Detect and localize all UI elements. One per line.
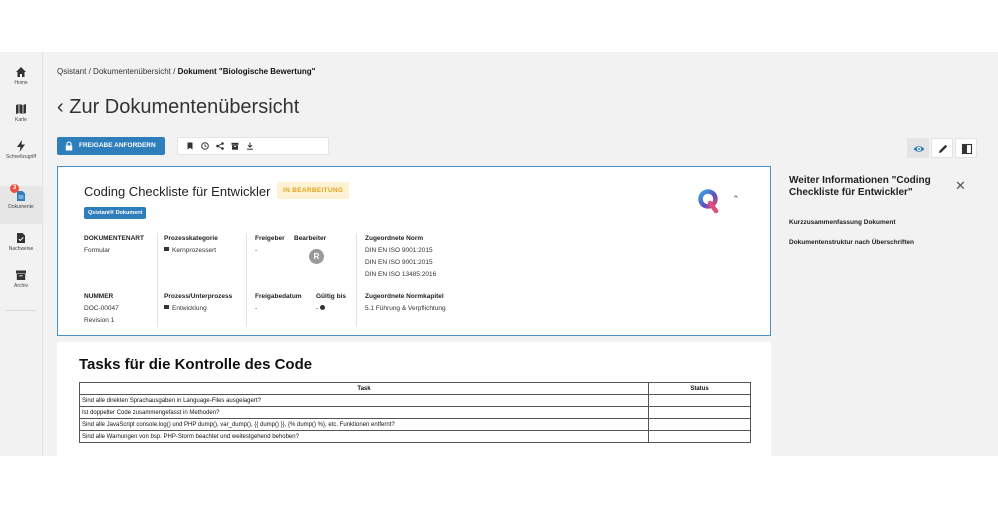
- qsistant-logo-icon: [697, 188, 719, 214]
- norm-value: DIN EN ISO 9001:2015: [365, 247, 433, 254]
- breadcrumb-current: Dokument "Biologische Bewertung": [177, 67, 316, 76]
- release-date-label: Freigabedatum: [255, 293, 302, 300]
- archive-icon[interactable]: [230, 141, 240, 151]
- process-category-label: Prozesskategorie: [164, 235, 218, 242]
- tasks-heading: Tasks für die Kontrolle des Code: [79, 356, 313, 373]
- back-link-label: Zur Dokumentenübersicht: [69, 96, 300, 118]
- column-divider: [356, 233, 357, 327]
- document-title: Coding Checkliste für Entwickler: [84, 184, 271, 199]
- collapse-button[interactable]: [732, 194, 740, 205]
- revision-value: Revision 1: [84, 317, 115, 324]
- app-window: [0, 52, 998, 456]
- chevron-left-icon: ‹: [57, 96, 64, 118]
- norm-value: DIN EN ISO 13485:2016: [365, 271, 437, 278]
- document-content: [57, 342, 771, 456]
- status-badge: IN BEARBEITUNG: [277, 182, 349, 199]
- status-cell[interactable]: [649, 419, 751, 431]
- table-row: [80, 419, 751, 431]
- sidebar-item-label: Schnellzugriff: [6, 154, 36, 160]
- bookmark-icon[interactable]: [185, 141, 195, 151]
- map-icon: [15, 103, 27, 115]
- valid-until-field: [316, 291, 346, 315]
- home-icon: [15, 66, 27, 78]
- editor-field: [294, 233, 326, 245]
- releaser-field: [255, 233, 285, 257]
- status-cell[interactable]: [649, 431, 751, 443]
- document-info-card: [57, 166, 771, 336]
- column-divider: [246, 233, 247, 327]
- task-cell: Ist doppelter Code zusammengefasst in Methoden?: [80, 407, 649, 419]
- view-mode-read-button[interactable]: [907, 138, 929, 158]
- process-category-field: [164, 233, 218, 257]
- releaser-label: Freigeber: [255, 235, 285, 242]
- release-date-field: [255, 291, 302, 315]
- table-header-row: [80, 383, 751, 395]
- norm-field: [365, 233, 436, 281]
- sidebar-item-label: Dokumente: [8, 204, 34, 210]
- norm-chapter-value: 5.1 Führung & Verpflichtung: [365, 305, 446, 312]
- download-icon[interactable]: [245, 141, 255, 151]
- sidebar: [0, 52, 43, 456]
- sidebar-item-label: Karte: [15, 117, 27, 123]
- chevron-up-icon: ⌃: [732, 194, 740, 204]
- close-button[interactable]: [955, 178, 966, 194]
- tasks-table: [79, 382, 751, 443]
- document-tag: Qsistant® Dokument: [84, 207, 146, 219]
- table-row: [80, 395, 751, 407]
- task-cell: Sind alle direkten Sprachausgaben in Language-Files ausgelagert?: [80, 395, 649, 407]
- table-row: [80, 407, 751, 419]
- table-row: [80, 431, 751, 443]
- request-release-label: FREIGABE ANFORDERN: [79, 142, 156, 149]
- structure-link[interactable]: Dokumentenstruktur nach Überschriften: [789, 239, 914, 246]
- history-icon[interactable]: [200, 141, 210, 151]
- notification-badge: 3: [10, 184, 19, 193]
- summary-link[interactable]: Kurzzusammenfassung Dokument: [789, 219, 896, 226]
- breadcrumb: [57, 67, 315, 76]
- sidebar-item-home[interactable]: [0, 66, 42, 86]
- document-actions: [177, 137, 329, 155]
- task-cell: Sind alle Warnungen von bsp. PHP-Storm beachtet und weitestgehend behoben?: [80, 431, 649, 443]
- number-value: DOC-00047: [84, 305, 119, 312]
- split-view-icon: [961, 143, 973, 155]
- norm-label: Zugeordnete Norm: [365, 235, 424, 242]
- valid-until-label: Gültig bis: [316, 293, 346, 300]
- doc-type-field: [84, 233, 144, 257]
- status-cell[interactable]: [649, 407, 751, 419]
- column-divider: [157, 233, 158, 327]
- archive-icon: [15, 269, 27, 281]
- close-icon: ✕: [955, 178, 966, 193]
- share-icon[interactable]: [215, 141, 225, 151]
- subprocess-value: Entwicklung: [172, 305, 207, 312]
- lightning-icon: [15, 140, 27, 152]
- doc-type-label: DOKUMENTENART: [84, 235, 144, 242]
- square-icon: [164, 247, 169, 251]
- doc-type-value: Formular: [84, 247, 111, 254]
- editor-label: Bearbeiter: [294, 235, 327, 242]
- sidebar-divider: [6, 310, 36, 311]
- norm-value: DIN EN ISO 9001:2015: [365, 259, 433, 266]
- status-cell[interactable]: [649, 395, 751, 407]
- calendar-icon[interactable]: [320, 305, 325, 310]
- number-label: NUMMER: [84, 293, 114, 300]
- lock-icon: [65, 141, 73, 151]
- info-panel-title: Weiter Informationen "Coding Checkliste für Entwickler": [789, 175, 931, 198]
- sidebar-item-nachweise[interactable]: [0, 232, 42, 252]
- eye-icon: [913, 143, 925, 155]
- sidebar-item-archiv[interactable]: [0, 269, 42, 289]
- sidebar-item-label: Nachweise: [8, 246, 34, 252]
- avatar[interactable]: R: [309, 249, 324, 264]
- breadcrumb-dokumentenuebersicht[interactable]: Dokumentenübersicht: [93, 67, 171, 76]
- square-icon: [164, 305, 169, 309]
- request-release-button[interactable]: [57, 137, 165, 155]
- norm-chapter-label: Zugeordnete Normkapitel: [365, 293, 444, 300]
- pencil-icon: [937, 143, 949, 155]
- valid-until-value: -: [316, 305, 319, 312]
- subprocess-field: [164, 291, 232, 315]
- breadcrumb-separator: /: [88, 67, 91, 76]
- release-date-value: -: [255, 305, 258, 312]
- back-link[interactable]: [57, 96, 299, 119]
- view-mode-split-button[interactable]: [955, 138, 977, 158]
- sidebar-item-label: Archiv: [14, 283, 28, 289]
- info-panel: [777, 166, 998, 456]
- view-mode-edit-button[interactable]: [931, 138, 953, 158]
- sidebar-item-schnellzugriff[interactable]: [0, 140, 42, 160]
- sidebar-item-label: Home: [14, 80, 28, 86]
- sidebar-item-karte[interactable]: [0, 103, 42, 123]
- column-header-status: Status: [649, 383, 751, 395]
- breadcrumb-separator: /: [173, 67, 176, 76]
- task-cell: Sind alle JavaScript console.log() und PHP dump(), var_dump(), {{ dump() }}, {% dump() %}, etc. Funktionen entfernt?: [80, 419, 649, 431]
- number-field: [84, 291, 119, 327]
- subprocess-label: Prozess/Unterprozess: [164, 293, 233, 300]
- evidence-icon: [15, 232, 27, 244]
- releaser-value: -: [255, 247, 258, 254]
- process-category-value: Kernprozessert: [172, 247, 217, 254]
- column-header-task: Task: [80, 383, 649, 395]
- norm-chapter-field: [365, 291, 446, 315]
- sidebar-item-dokumente[interactable]: [0, 186, 42, 224]
- breadcrumb-qsistant[interactable]: Qsistant: [57, 67, 87, 76]
